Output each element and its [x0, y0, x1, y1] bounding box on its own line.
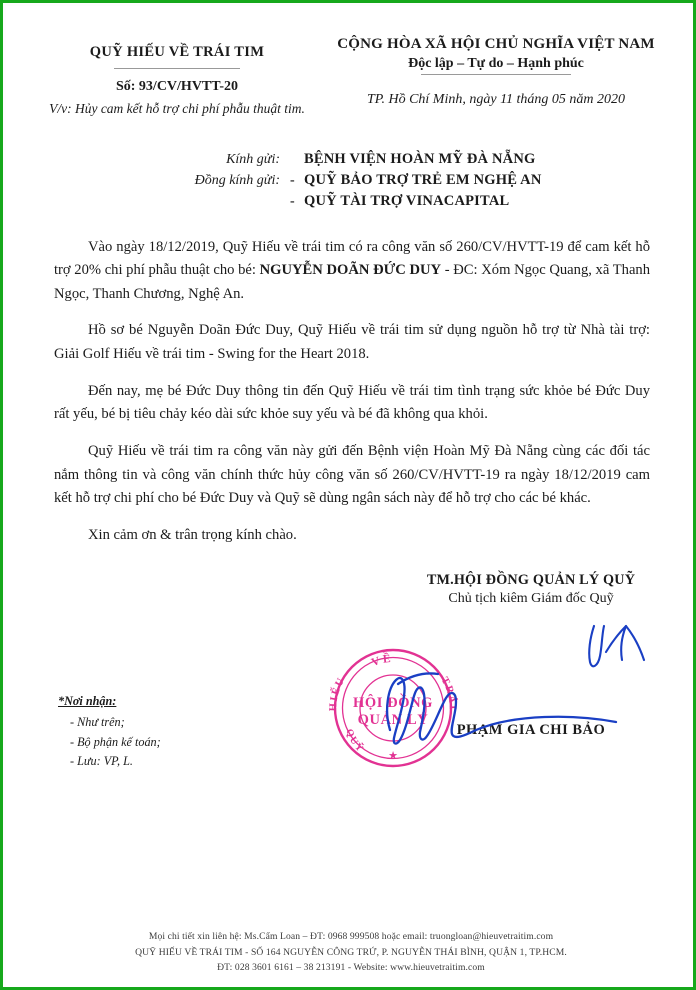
distribution-list: [58, 692, 161, 772]
body-paragraph-4: Quỹ Hiếu về trái tim ra công văn này gửi đến Bệnh viện Hoàn Mỹ Đà Nẵng cùng các đối tác nắm thông tin và công văn chính thức hủy công văn số 260/CV/HVTT-19 ra ngày 18/12/2019 cam kết hỗ trợ chi phí cho bé Đức Duy và Quỹ sẽ dùng ngân sách này để hỗ trợ cho các bé khác.: [54, 443, 650, 507]
signature-role: Chủ tịch kiêm Giám đốc Quỹ: [448, 590, 614, 606]
recipient-dash-1: -: [290, 172, 295, 188]
document-header: [6, 6, 696, 119]
place-and-date: TP. Hồ Chí Minh, ngày 11 tháng 05 năm 2020: [366, 92, 626, 107]
body-p1-part-a: Vào ngày 18/12/2019, Quỹ Hiếu về trái tim có ra công văn số 260/CV/HVTT-19 để cam kết hỗ trợ 20% chi phí phẫu thuật cho bé:: [54, 238, 650, 279]
footer-line-1: Mọi chi tiết xin liên hệ: Ms.Cẩm Loan – ĐT: 0968 999508 hoặc email: truongloan@hieuvetraitim.com: [148, 931, 554, 943]
body-paragraph-3: Đến nay, mẹ bé Đức Duy thông tin đến Quỹ Hiếu về trái tim tình trạng sức khỏe bé Đức Duy rất yếu, bé bị tiêu chảy kéo dài sức khỏe suy yếu và bé đã không qua khỏi.: [54, 382, 650, 423]
motto-underline: [421, 74, 571, 75]
document-number: Số: 93/CV/HVTT-20: [115, 79, 238, 94]
stamp-text-bottom: QUỸ: [343, 727, 367, 756]
distribution-list-title: *Nơi nhận:: [58, 694, 117, 708]
signature-title-block: [406, 572, 656, 607]
stamp-text-right: TRÁI: [438, 675, 458, 712]
national-motto: Độc lập – Tự do – Hạnh phúc: [408, 56, 584, 71]
subject-line-2: phẫu thuật tim.: [222, 101, 305, 116]
distribution-item: - Như trên;: [70, 714, 125, 729]
distribution-item: - Lưu: VP, L.: [70, 754, 133, 769]
footer-line-2: QUỸ HIẾU VỀ TRÁI TIM - SỐ 164 NGUYỄN CÔNG TRỨ, P. NGUYỄN THÁI BÌNH, QUẬN 1, TP.HCM.: [135, 946, 567, 958]
document-subject: [32, 99, 322, 119]
subject-line-1: V/v: Hủy cam kết hỗ trợ chi phí: [49, 101, 220, 116]
signatory-name: PHẠM GIA CHI BẢO: [456, 721, 606, 738]
recipient-secondary-2: QUỸ TÀI TRỢ VINACAPITAL: [304, 192, 510, 209]
recipient-label-primary: Kính gửi:: [226, 151, 280, 167]
stamp-text-left: HIẾU: [328, 675, 348, 712]
recipient-label-secondary: Đồng kính gửi:: [194, 172, 280, 188]
body-paragraph-1: [54, 236, 650, 307]
recipient-row-secondary-2: [178, 193, 696, 210]
recipient-secondary-1: QUỸ BẢO TRỢ TRẺ EM NGHỆ AN: [304, 171, 542, 188]
distribution-items: [58, 713, 161, 772]
header-right-block: [322, 34, 670, 119]
beneficiary-name: NGUYỄN DOÃN ĐỨC DUY: [259, 262, 442, 279]
recipient-primary: BỆNH VIỆN HOÀN MỸ ĐÀ NẴNG: [304, 150, 536, 167]
body-closing-thanks: Xin cảm ơn & trân trọng kính chào.: [88, 526, 297, 543]
stamp-inner-line-1: HỘI ĐỒNG: [352, 695, 434, 711]
body-paragraph-2: Hồ sơ bé Nguyễn Doãn Đức Duy, Quỹ Hiếu về trái tim sử dụng nguồn hỗ trợ từ Nhà tài trợ: Giải Golf Hiếu về trái tim - Swing for the Heart 2018.: [54, 322, 650, 363]
nation-title: CỘNG HÒA XÃ HỘI CHỦ NGHĨA VIỆT NAM: [337, 36, 655, 52]
footer-line-3: ĐT: 028 3601 6161 – 38 213191 - Website: www.hieuvetraitim.com: [217, 962, 485, 974]
recipients-block: [6, 151, 696, 210]
document-body: [6, 236, 696, 548]
stamp-inner-line-2: QUẢN LÝ: [357, 712, 429, 728]
distribution-item: - Bộ phận kế toán;: [70, 734, 161, 749]
organization-underline: [114, 68, 240, 69]
stamp-star-icon: ★: [388, 750, 398, 762]
stamp-text-top: VỀ: [369, 652, 394, 670]
organization-name: QUỸ HIẾU VỀ TRÁI TIM: [89, 44, 265, 60]
document-sheet: [6, 6, 696, 990]
body-p1-part-b: - ĐC: Xóm Ngọc Quang, xã Thanh Ngọc, Thanh Chương, Nghệ An.: [54, 262, 651, 302]
recipient-dash-2: -: [290, 193, 295, 209]
header-left-block: [32, 34, 322, 119]
document-footer: [6, 929, 696, 976]
recipient-row-secondary-1: [178, 172, 696, 189]
recipient-row-primary: [178, 151, 696, 168]
signature-authority-title: TM.HỘI ĐỒNG QUẢN LÝ QUỸ: [426, 571, 636, 588]
